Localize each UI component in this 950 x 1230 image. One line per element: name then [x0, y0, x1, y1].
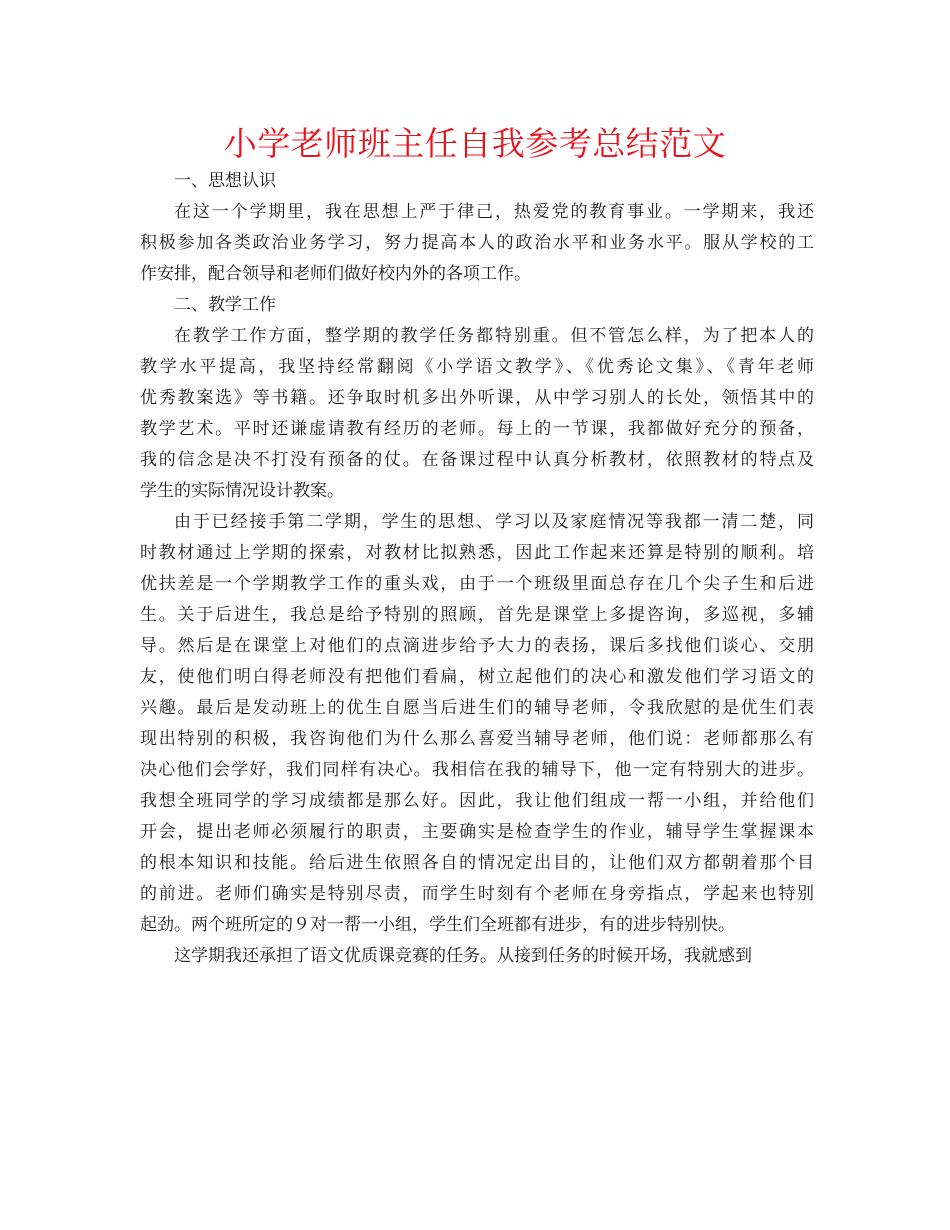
paragraph-line: 由于已经接手第二学期，学生的思想、学习以及家庭情况等我都一清二楚，同: [174, 512, 814, 532]
paragraph-line: 现出特别的积极，我咨询他们为什么那么喜爱当辅导老师，他们说：老师都那么有: [140, 729, 814, 749]
section-teaching-content: [140, 321, 814, 972]
paragraph: [140, 507, 814, 941]
paragraph-line: 优秀教案选》等书籍。还争取时机多出外听课，从中学习别人的长处，领悟其中的: [140, 388, 814, 408]
section-thinking-content: [140, 197, 814, 290]
paragraph-line: 开会，提出老师必须履行的职责，主要确实是检查学生的作业，辅导学生掌握课本: [140, 822, 814, 842]
paragraph-line: 积极参加各类政治业务学习，努力提高本人的政治水平和业务水平。服从学校的工: [140, 233, 814, 253]
section-heading-thinking: 一、思想认识: [174, 171, 276, 191]
paragraph: [140, 197, 814, 290]
paragraph: [140, 941, 814, 972]
paragraph-line: 在教学工作方面，整学期的教学任务都特别重。但不管怎么样，为了把本人的: [174, 326, 814, 346]
paragraph-line: 兴趣。最后是发动班上的优生自愿当后进生们的辅导老师，令我欣慰的是优生们表: [140, 698, 814, 718]
paragraph-line: 学生的实际情况设计教案。: [140, 481, 344, 501]
section-heading-teaching: 二、教学工作: [174, 295, 276, 315]
paragraph-line: 我想全班同学的学习成绩都是那么好。因此，我让他们组成一帮一小组，并给他们: [140, 791, 814, 811]
document-title: 小学老师班主任自我参考总结范文: [223, 124, 727, 163]
paragraph-line: 这学期我还承担了语文优质课竞赛的任务。从接到任务的时候开场，我就感到: [174, 946, 752, 966]
paragraph-line: 教学水平提高，我坚持经常翻阅《小学语文教学》、《优秀论文集》、《青年老师: [140, 357, 814, 377]
paragraph-line: 起劲。两个班所定的９对一帮一小组，学生们全班都有进步，有的进步特别快。: [140, 915, 735, 935]
paragraph-line: 导。然后是在课堂上对他们的点滴进步给予大力的表扬，课后多找他们谈心、交朋: [140, 636, 814, 656]
paragraph-line: 优扶差是一个学期教学工作的重头戏，由于一个班级里面总存在几个尖子生和后进: [140, 574, 814, 594]
paragraph-line: 的前进。老师们确实是特别尽责，而学生时刻有个老师在身旁指点，学起来也特别: [140, 884, 814, 904]
paragraph-line: 时教材通过上学期的探索，对教材比拟熟悉，因此工作起来还算是特别的顺利。培: [140, 543, 814, 563]
paragraph-line: 友，使他们明白得老师没有把他们看扁，树立起他们的决心和激发他们学习语文的: [140, 667, 814, 687]
paragraph: [140, 321, 814, 507]
paragraph-line: 决心他们会学好，我们同样有决心。我相信在我的辅导下，他一定有特别大的进步。: [140, 760, 814, 780]
paragraph-line: 作安排，配合领导和老师们做好校内外的各项工作。: [140, 264, 531, 284]
paragraph-line: 的根本知识和技能。给后进生依照各自的情况定出目的，让他们双方都朝着那个目: [140, 853, 814, 873]
document-body: [140, 166, 814, 972]
paragraph-line: 我的信念是决不打没有预备的仗。在备课过程中认真分析教材，依照教材的特点及: [140, 450, 814, 470]
paragraph-line: 生。关于后进生，我总是给予特别的照顾，首先是课堂上多提咨询，多巡视，多辅: [140, 605, 814, 625]
paragraph-line: 在这一个学期里，我在思想上严于律己，热爱党的教育事业。一学期来，我还: [174, 202, 814, 222]
paragraph-line: 教学艺术。平时还谦虚请教有经历的老师。每上的一节课，我都做好充分的预备，: [140, 419, 814, 439]
